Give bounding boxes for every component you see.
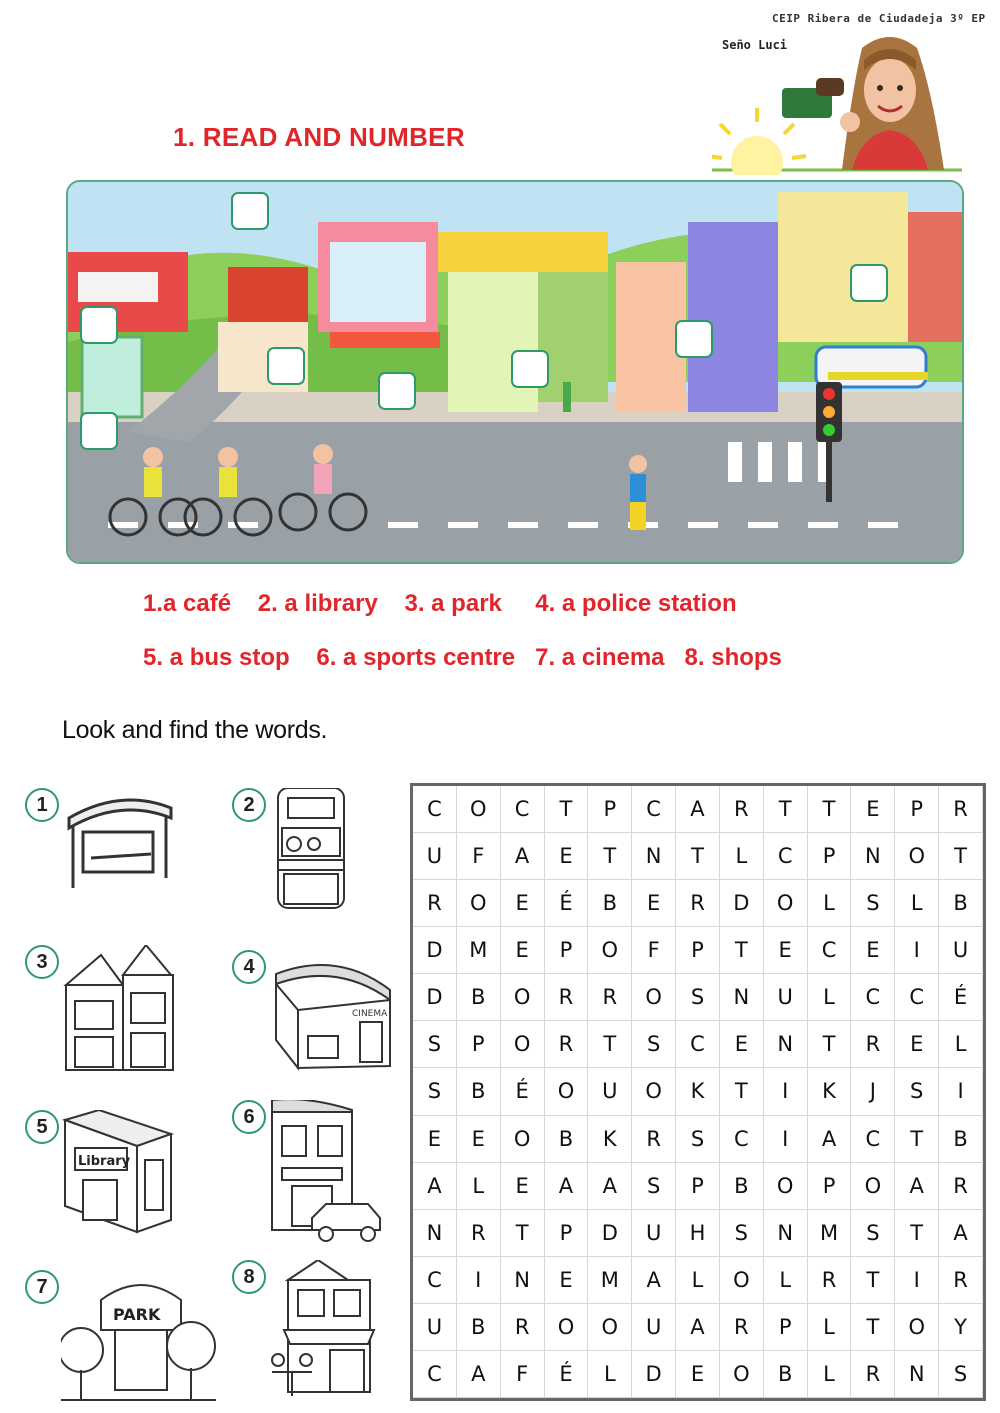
grid-cell[interactable]: R: [413, 880, 457, 927]
picture-item-6: [232, 1100, 392, 1230]
grid-cell[interactable]: T: [588, 833, 632, 880]
grid-cell[interactable]: N: [851, 833, 895, 880]
grid-cell[interactable]: R: [501, 1304, 545, 1351]
grid-cell[interactable]: A: [676, 786, 720, 833]
grid-cell[interactable]: T: [895, 1210, 939, 1257]
grid-cell[interactable]: A: [632, 1257, 676, 1304]
grid-cell[interactable]: R: [939, 786, 983, 833]
number-box[interactable]: [231, 192, 269, 230]
grid-cell[interactable]: C: [808, 927, 852, 974]
grid-cell[interactable]: U: [413, 833, 457, 880]
bus-stop-icon: [61, 788, 181, 898]
grid-cell[interactable]: E: [545, 1257, 589, 1304]
grid-cell[interactable]: O: [895, 833, 939, 880]
number-box[interactable]: [267, 347, 305, 385]
picture-item-2: [232, 788, 392, 918]
grid-cell[interactable]: U: [632, 1304, 676, 1351]
cinema-label: CINEMA: [352, 1009, 388, 1019]
grid-cell[interactable]: O: [632, 974, 676, 1021]
grid-cell[interactable]: S: [676, 974, 720, 1021]
grid-cell[interactable]: O: [764, 1163, 808, 1210]
grid-cell[interactable]: O: [720, 1351, 764, 1398]
grid-cell[interactable]: T: [720, 927, 764, 974]
grid-cell[interactable]: E: [545, 833, 589, 880]
grid-cell[interactable]: A: [545, 1163, 589, 1210]
grid-cell[interactable]: O: [501, 1021, 545, 1068]
grid-cell[interactable]: B: [764, 1351, 808, 1398]
grid-cell[interactable]: I: [895, 1257, 939, 1304]
item-number: 6: [232, 1100, 266, 1134]
item-number: 3: [25, 945, 59, 979]
grid-cell[interactable]: K: [808, 1068, 852, 1115]
grid-cell[interactable]: E: [501, 927, 545, 974]
grid-cell[interactable]: R: [939, 1163, 983, 1210]
grid-cell[interactable]: P: [676, 927, 720, 974]
grid-cell[interactable]: O: [457, 880, 501, 927]
grid-cell[interactable]: D: [413, 927, 457, 974]
grid-cell[interactable]: É: [939, 974, 983, 1021]
grid-cell[interactable]: C: [413, 1351, 457, 1398]
grid-cell[interactable]: O: [895, 1304, 939, 1351]
grid-cell[interactable]: R: [720, 1304, 764, 1351]
grid-cell[interactable]: T: [808, 1021, 852, 1068]
grid-cell[interactable]: T: [545, 786, 589, 833]
grid-cell[interactable]: A: [676, 1304, 720, 1351]
grid-cell[interactable]: S: [720, 1210, 764, 1257]
grid-cell[interactable]: R: [545, 1021, 589, 1068]
grid-cell[interactable]: I: [764, 1116, 808, 1163]
number-box[interactable]: [850, 264, 888, 302]
grid-cell[interactable]: L: [895, 880, 939, 927]
grid-cell[interactable]: R: [720, 786, 764, 833]
grid-cell[interactable]: O: [545, 1068, 589, 1115]
grid-cell[interactable]: R: [457, 1210, 501, 1257]
grid-cell[interactable]: U: [764, 974, 808, 1021]
word-list-line-1: 1.a café 2. a library 3. a park 4. a police station: [143, 590, 737, 617]
grid-cell[interactable]: I: [764, 1068, 808, 1115]
grid-cell[interactable]: T: [588, 1021, 632, 1068]
grid-cell[interactable]: R: [588, 974, 632, 1021]
grid-cell[interactable]: N: [720, 974, 764, 1021]
grid-cell[interactable]: O: [632, 1068, 676, 1115]
section-title-find-words: Look and find the words.: [62, 716, 328, 744]
grid-cell[interactable]: P: [895, 786, 939, 833]
grid-cell[interactable]: F: [632, 927, 676, 974]
grid-cell[interactable]: D: [588, 1210, 632, 1257]
grid-cell[interactable]: P: [588, 786, 632, 833]
grid-cell[interactable]: A: [413, 1163, 457, 1210]
grid-cell[interactable]: O: [545, 1304, 589, 1351]
cinema-icon: [268, 950, 398, 1070]
shops-icon: [61, 945, 191, 1075]
street-scene-illustration: [66, 180, 964, 564]
item-number: 7: [25, 1270, 59, 1304]
grid-cell[interactable]: C: [764, 833, 808, 880]
grid-cell[interactable]: E: [676, 1351, 720, 1398]
grid-cell[interactable]: B: [457, 1304, 501, 1351]
grid-cell[interactable]: U: [632, 1210, 676, 1257]
grid-cell[interactable]: M: [588, 1257, 632, 1304]
grid-cell[interactable]: M: [457, 927, 501, 974]
grid-cell[interactable]: É: [545, 1351, 589, 1398]
item-number: 5: [25, 1110, 59, 1144]
grid-cell[interactable]: R: [676, 880, 720, 927]
grid-cell[interactable]: D: [413, 974, 457, 1021]
grid-cell[interactable]: T: [895, 1116, 939, 1163]
grid-cell[interactable]: N: [413, 1210, 457, 1257]
grid-cell[interactable]: L: [808, 1351, 852, 1398]
grid-cell[interactable]: T: [720, 1068, 764, 1115]
grid-cell[interactable]: U: [939, 927, 983, 974]
park-icon: [61, 1270, 216, 1405]
grid-cell[interactable]: C: [501, 786, 545, 833]
grid-cell[interactable]: S: [413, 1021, 457, 1068]
grid-cell[interactable]: L: [676, 1257, 720, 1304]
grid-cell[interactable]: P: [676, 1163, 720, 1210]
picture-item-5: [25, 1110, 185, 1240]
grid-cell[interactable]: T: [676, 833, 720, 880]
grid-cell[interactable]: C: [676, 1021, 720, 1068]
grid-cell[interactable]: C: [851, 974, 895, 1021]
picture-item-8: [232, 1260, 392, 1390]
grid-cell[interactable]: B: [939, 880, 983, 927]
grid-cell[interactable]: B: [545, 1116, 589, 1163]
grid-cell[interactable]: S: [632, 1021, 676, 1068]
grid-cell[interactable]: E: [851, 927, 895, 974]
number-box[interactable]: [675, 320, 713, 358]
grid-cell[interactable]: T: [764, 786, 808, 833]
grid-cell[interactable]: O: [588, 927, 632, 974]
teacher-name: Seño Luci: [722, 38, 788, 52]
grid-cell[interactable]: O: [457, 786, 501, 833]
library-label: Library: [78, 1154, 131, 1169]
item-number: 4: [232, 950, 266, 984]
grid-cell[interactable]: H: [676, 1210, 720, 1257]
grid-cell[interactable]: N: [895, 1351, 939, 1398]
grid-cell[interactable]: P: [545, 927, 589, 974]
grid-cell[interactable]: C: [895, 974, 939, 1021]
library-icon: [61, 1110, 191, 1235]
grid-cell[interactable]: P: [545, 1210, 589, 1257]
grid-cell[interactable]: A: [808, 1116, 852, 1163]
grid-cell[interactable]: C: [632, 786, 676, 833]
grid-cell[interactable]: Y: [939, 1304, 983, 1351]
grid-cell[interactable]: S: [895, 1068, 939, 1115]
grid-cell[interactable]: U: [588, 1068, 632, 1115]
grid-cell[interactable]: B: [457, 974, 501, 1021]
grid-cell[interactable]: F: [457, 833, 501, 880]
grid-cell[interactable]: E: [501, 880, 545, 927]
grid-cell[interactable]: N: [501, 1257, 545, 1304]
grid-cell[interactable]: B: [939, 1116, 983, 1163]
grid-cell[interactable]: O: [720, 1257, 764, 1304]
picture-item-4: [232, 950, 392, 1080]
grid-cell[interactable]: I: [895, 927, 939, 974]
grid-cell[interactable]: R: [808, 1257, 852, 1304]
grid-cell[interactable]: O: [764, 880, 808, 927]
grid-cell[interactable]: B: [457, 1068, 501, 1115]
grid-cell[interactable]: L: [588, 1351, 632, 1398]
picture-item-3: [25, 945, 185, 1075]
grid-cell[interactable]: O: [851, 1163, 895, 1210]
grid-cell[interactable]: P: [764, 1304, 808, 1351]
cafe-icon: [268, 1260, 398, 1405]
word-list-line-2: 5. a bus stop 6. a sports centre 7. a cinema 8. shops: [143, 644, 782, 671]
grid-cell[interactable]: S: [939, 1351, 983, 1398]
picture-item-1: [25, 788, 185, 918]
number-box[interactable]: [378, 372, 416, 410]
grid-cell[interactable]: E: [764, 927, 808, 974]
item-number: 8: [232, 1260, 266, 1294]
grid-cell[interactable]: B: [720, 1163, 764, 1210]
grid-cell[interactable]: I: [457, 1257, 501, 1304]
grid-cell[interactable]: E: [501, 1163, 545, 1210]
grid-cell[interactable]: F: [501, 1351, 545, 1398]
grid-cell[interactable]: P: [808, 833, 852, 880]
grid-cell[interactable]: S: [676, 1116, 720, 1163]
grid-cell[interactable]: É: [545, 880, 589, 927]
grid-cell[interactable]: É: [501, 1068, 545, 1115]
grid-cell[interactable]: L: [720, 833, 764, 880]
grid-cell[interactable]: L: [808, 1304, 852, 1351]
grid-cell[interactable]: N: [632, 833, 676, 880]
grid-cell[interactable]: M: [808, 1210, 852, 1257]
grid-cell[interactable]: E: [457, 1116, 501, 1163]
grid-cell[interactable]: B: [588, 880, 632, 927]
grid-cell[interactable]: E: [413, 1116, 457, 1163]
park-label: PARK: [113, 1305, 161, 1324]
grid-cell[interactable]: O: [501, 1116, 545, 1163]
grid-cell[interactable]: E: [895, 1021, 939, 1068]
grid-cell[interactable]: R: [851, 1021, 895, 1068]
word-search-grid: [410, 783, 986, 1401]
picture-item-7: [25, 1270, 185, 1400]
grid-cell[interactable]: J: [851, 1068, 895, 1115]
grid-cell[interactable]: D: [632, 1351, 676, 1398]
grid-cell[interactable]: R: [939, 1257, 983, 1304]
grid-cell[interactable]: K: [676, 1068, 720, 1115]
grid-cell[interactable]: R: [851, 1351, 895, 1398]
grid-cell[interactable]: T: [851, 1304, 895, 1351]
grid-cell[interactable]: P: [808, 1163, 852, 1210]
grid-cell[interactable]: L: [808, 974, 852, 1021]
grid-cell[interactable]: T: [808, 786, 852, 833]
grid-cell[interactable]: T: [501, 1210, 545, 1257]
grid-cell[interactable]: E: [851, 786, 895, 833]
grid-cell[interactable]: O: [501, 974, 545, 1021]
item-number: 1: [25, 788, 59, 822]
grid-cell[interactable]: L: [764, 1257, 808, 1304]
grid-cell[interactable]: C: [720, 1116, 764, 1163]
grid-cell[interactable]: T: [851, 1257, 895, 1304]
grid-cell[interactable]: R: [545, 974, 589, 1021]
grid-cell[interactable]: L: [939, 1021, 983, 1068]
item-number: 2: [232, 788, 266, 822]
grid-cell[interactable]: O: [588, 1304, 632, 1351]
grid-cell[interactable]: C: [413, 786, 457, 833]
sports-centre-icon: [268, 788, 388, 913]
grid-cell[interactable]: R: [632, 1116, 676, 1163]
number-box[interactable]: [80, 412, 118, 450]
grid-cell[interactable]: U: [413, 1304, 457, 1351]
section-title-read-and-number: 1. READ AND NUMBER: [173, 122, 465, 152]
grid-cell[interactable]: A: [457, 1351, 501, 1398]
number-box[interactable]: [511, 350, 549, 388]
grid-cell[interactable]: C: [413, 1257, 457, 1304]
police-station-icon: [268, 1100, 398, 1245]
grid-cell[interactable]: D: [720, 880, 764, 927]
grid-cell[interactable]: P: [457, 1021, 501, 1068]
grid-cell[interactable]: S: [851, 1210, 895, 1257]
grid-cell[interactable]: K: [588, 1116, 632, 1163]
grid-cell[interactable]: I: [939, 1068, 983, 1115]
school-name: CEIP Ribera de Ciudadeja 3º EP: [772, 12, 986, 25]
grid-cell[interactable]: L: [457, 1163, 501, 1210]
grid-cell[interactable]: C: [851, 1116, 895, 1163]
grid-cell[interactable]: E: [632, 880, 676, 927]
grid-cell[interactable]: L: [808, 880, 852, 927]
grid-cell[interactable]: T: [939, 833, 983, 880]
grid-cell[interactable]: S: [413, 1068, 457, 1115]
number-box[interactable]: [80, 306, 118, 344]
grid-cell[interactable]: A: [939, 1210, 983, 1257]
grid-cell[interactable]: E: [720, 1021, 764, 1068]
grid-cell[interactable]: N: [764, 1021, 808, 1068]
grid-cell[interactable]: S: [632, 1163, 676, 1210]
grid-cell[interactable]: S: [851, 880, 895, 927]
grid-cell[interactable]: A: [895, 1163, 939, 1210]
grid-cell[interactable]: A: [588, 1163, 632, 1210]
grid-cell[interactable]: N: [764, 1210, 808, 1257]
grid-cell[interactable]: A: [501, 833, 545, 880]
